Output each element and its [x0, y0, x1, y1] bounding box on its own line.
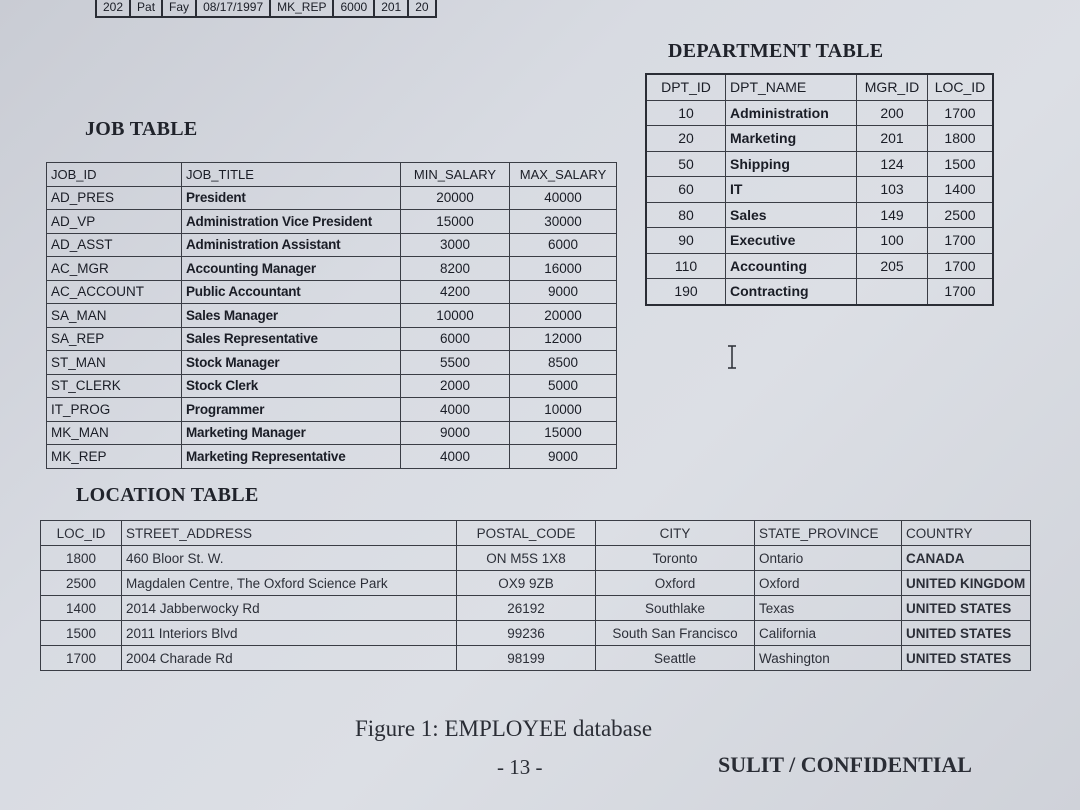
job-cell: 40000: [510, 186, 617, 210]
job-cell: 3000: [401, 233, 510, 257]
job-cell: AD_ASST: [47, 233, 182, 257]
department-cell: Sales: [726, 202, 857, 228]
figure-caption: Figure 1: EMPLOYEE database: [355, 716, 653, 741]
location-cell: 1400: [41, 596, 122, 621]
department-cell: [857, 279, 928, 305]
department-table: [645, 73, 994, 306]
job-row: [47, 398, 617, 422]
location-cell: Ontario: [755, 546, 902, 571]
job-cell: 20000: [401, 186, 510, 210]
department-cell: 10: [646, 100, 726, 126]
location-cell: 2011 Interiors Blvd: [122, 621, 457, 646]
job-row: [47, 351, 617, 375]
location-column-header: POSTAL_CODE: [457, 521, 596, 546]
location-row: [41, 546, 1031, 571]
department-cell: Executive: [726, 228, 857, 254]
location-cell: CANADA: [902, 546, 1031, 571]
department-cell: 103: [857, 177, 928, 203]
department-cell: 1700: [928, 228, 994, 254]
department-cell: 60: [646, 177, 726, 203]
text-cursor-icon: [725, 345, 739, 369]
location-cell: ON M5S 1X8: [457, 546, 596, 571]
department-cell: 80: [646, 202, 726, 228]
job-cell: 5500: [401, 351, 510, 375]
department-column-header: DPT_ID: [646, 74, 726, 100]
job-cell: Sales Manager: [182, 304, 401, 328]
location-cell: 2500: [41, 571, 122, 596]
department-row: [646, 253, 993, 279]
job-cell: 9000: [510, 280, 617, 304]
job-cell: AC_ACCOUNT: [47, 280, 182, 304]
location-cell: UNITED KINGDOM: [902, 571, 1031, 596]
job-cell: 4000: [401, 445, 510, 469]
job-cell: MK_REP: [47, 445, 182, 469]
job-row: [47, 445, 617, 469]
confidential-label: SULIT / CONFIDENTIAL: [718, 752, 972, 777]
department-cell: 50: [646, 151, 726, 177]
department-column-header: LOC_ID: [928, 74, 994, 100]
department-cell: 149: [857, 202, 928, 228]
job-cell: 9000: [401, 421, 510, 445]
job-cell: 20000: [510, 304, 617, 328]
job-cell: ST_MAN: [47, 351, 182, 375]
location-cell: 2004 Charade Rd: [122, 646, 457, 671]
job-cell: 4200: [401, 280, 510, 304]
job-column-header: MIN_SALARY: [401, 163, 510, 187]
top-strip-cell: Fay: [162, 0, 196, 17]
job-cell: 2000: [401, 374, 510, 398]
department-row: [646, 177, 993, 203]
job-row: [47, 374, 617, 398]
department-cell: 190: [646, 279, 726, 305]
location-row: [41, 596, 1031, 621]
job-table: [46, 162, 617, 469]
location-column-header: STATE_PROVINCE: [755, 521, 902, 546]
job-cell: Accounting Manager: [182, 257, 401, 281]
location-column-header: COUNTRY: [902, 521, 1031, 546]
department-row: [646, 100, 993, 126]
job-row: [47, 421, 617, 445]
department-cell: Accounting: [726, 253, 857, 279]
department-cell: 2500: [928, 202, 994, 228]
department-cell: 124: [857, 151, 928, 177]
top-strip-cell: 201: [374, 0, 408, 17]
department-cell: 200: [857, 100, 928, 126]
job-cell: MK_MAN: [47, 421, 182, 445]
job-cell: 6000: [401, 327, 510, 351]
location-cell: 99236: [457, 621, 596, 646]
location-row: [41, 621, 1031, 646]
job-cell: Administration Vice President: [182, 210, 401, 234]
job-cell: Marketing Representative: [182, 445, 401, 469]
job-table-heading: JOB TABLE: [85, 118, 198, 140]
department-cell: 1500: [928, 151, 994, 177]
job-cell: 16000: [510, 257, 617, 281]
location-table: [40, 520, 1031, 671]
department-cell: 1700: [928, 100, 994, 126]
job-cell: Public Accountant: [182, 280, 401, 304]
location-cell: Magdalen Centre, The Oxford Science Park: [122, 571, 457, 596]
location-cell: Seattle: [596, 646, 755, 671]
job-cell: Stock Manager: [182, 351, 401, 375]
department-cell: 20: [646, 126, 726, 152]
job-row: [47, 186, 617, 210]
department-cell: 205: [857, 253, 928, 279]
department-cell: 1800: [928, 126, 994, 152]
department-row: [646, 126, 993, 152]
job-cell: AD_PRES: [47, 186, 182, 210]
job-row: [47, 233, 617, 257]
department-cell: 1700: [928, 279, 994, 305]
department-cell: Administration: [726, 100, 857, 126]
department-cell: Contracting: [726, 279, 857, 305]
job-cell: Sales Representative: [182, 327, 401, 351]
job-cell: 6000: [510, 233, 617, 257]
department-cell: 201: [857, 126, 928, 152]
job-cell: 8200: [401, 257, 510, 281]
top-strip-cell: 08/17/1997: [196, 0, 270, 17]
job-cell: IT_PROG: [47, 398, 182, 422]
job-cell: 4000: [401, 398, 510, 422]
job-cell: President: [182, 186, 401, 210]
job-cell: SA_REP: [47, 327, 182, 351]
top-strip-cell: 6000: [333, 0, 374, 17]
department-row: [646, 279, 993, 305]
location-row: [41, 646, 1031, 671]
job-row: [47, 280, 617, 304]
location-cell: South San Francisco: [596, 621, 755, 646]
job-cell: 5000: [510, 374, 617, 398]
department-cell: 90: [646, 228, 726, 254]
top-strip-cell: Pat: [130, 0, 162, 17]
job-cell: AC_MGR: [47, 257, 182, 281]
top-strip-cell: 202: [96, 0, 130, 17]
department-column-header: MGR_ID: [857, 74, 928, 100]
job-row: [47, 257, 617, 281]
location-cell: Southlake: [596, 596, 755, 621]
location-column-header: STREET_ADDRESS: [122, 521, 457, 546]
location-cell: UNITED STATES: [902, 596, 1031, 621]
location-cell: UNITED STATES: [902, 646, 1031, 671]
top-strip-cell: MK_REP: [270, 0, 333, 17]
job-cell: 10000: [401, 304, 510, 328]
department-cell: Marketing: [726, 126, 857, 152]
department-cell: IT: [726, 177, 857, 203]
location-row: [41, 571, 1031, 596]
department-cell: 110: [646, 253, 726, 279]
job-cell: 15000: [510, 421, 617, 445]
job-cell: 9000: [510, 445, 617, 469]
department-table-heading: DEPARTMENT TABLE: [668, 40, 884, 62]
location-cell: California: [755, 621, 902, 646]
job-cell: Marketing Manager: [182, 421, 401, 445]
location-cell: UNITED STATES: [902, 621, 1031, 646]
location-cell: 1700: [41, 646, 122, 671]
location-cell: 1500: [41, 621, 122, 646]
job-cell: Programmer: [182, 398, 401, 422]
job-row: [47, 210, 617, 234]
department-cell: 100: [857, 228, 928, 254]
job-cell: Administration Assistant: [182, 233, 401, 257]
location-cell: 1800: [41, 546, 122, 571]
department-cell: 1700: [928, 253, 994, 279]
job-cell: SA_MAN: [47, 304, 182, 328]
job-row: [47, 327, 617, 351]
page-number: - 13 -: [497, 755, 543, 779]
location-cell: 460 Bloor St. W.: [122, 546, 457, 571]
department-cell: 1400: [928, 177, 994, 203]
location-cell: 2014 Jabberwocky Rd: [122, 596, 457, 621]
location-cell: 26192: [457, 596, 596, 621]
job-cell: 10000: [510, 398, 617, 422]
location-cell: Washington: [755, 646, 902, 671]
job-column-header: JOB_ID: [47, 163, 182, 187]
job-cell: 30000: [510, 210, 617, 234]
location-table-heading: LOCATION TABLE: [76, 484, 259, 506]
job-cell: 8500: [510, 351, 617, 375]
location-cell: OX9 9ZB: [457, 571, 596, 596]
location-cell: Toronto: [596, 546, 755, 571]
location-cell: Oxford: [596, 571, 755, 596]
job-cell: Stock Clerk: [182, 374, 401, 398]
location-column-header: CITY: [596, 521, 755, 546]
job-cell: 12000: [510, 327, 617, 351]
top-strip-row: [95, 0, 437, 18]
department-column-header: DPT_NAME: [726, 74, 857, 100]
department-row: [646, 228, 993, 254]
department-row: [646, 151, 993, 177]
location-cell: Texas: [755, 596, 902, 621]
job-cell: 15000: [401, 210, 510, 234]
location-cell: Oxford: [755, 571, 902, 596]
location-column-header: LOC_ID: [41, 521, 122, 546]
location-cell: 98199: [457, 646, 596, 671]
job-cell: ST_CLERK: [47, 374, 182, 398]
job-column-header: MAX_SALARY: [510, 163, 617, 187]
job-column-header: JOB_TITLE: [182, 163, 401, 187]
top-strip-cell: 20: [408, 0, 435, 17]
department-cell: Shipping: [726, 151, 857, 177]
job-row: [47, 304, 617, 328]
job-cell: AD_VP: [47, 210, 182, 234]
department-row: [646, 202, 993, 228]
